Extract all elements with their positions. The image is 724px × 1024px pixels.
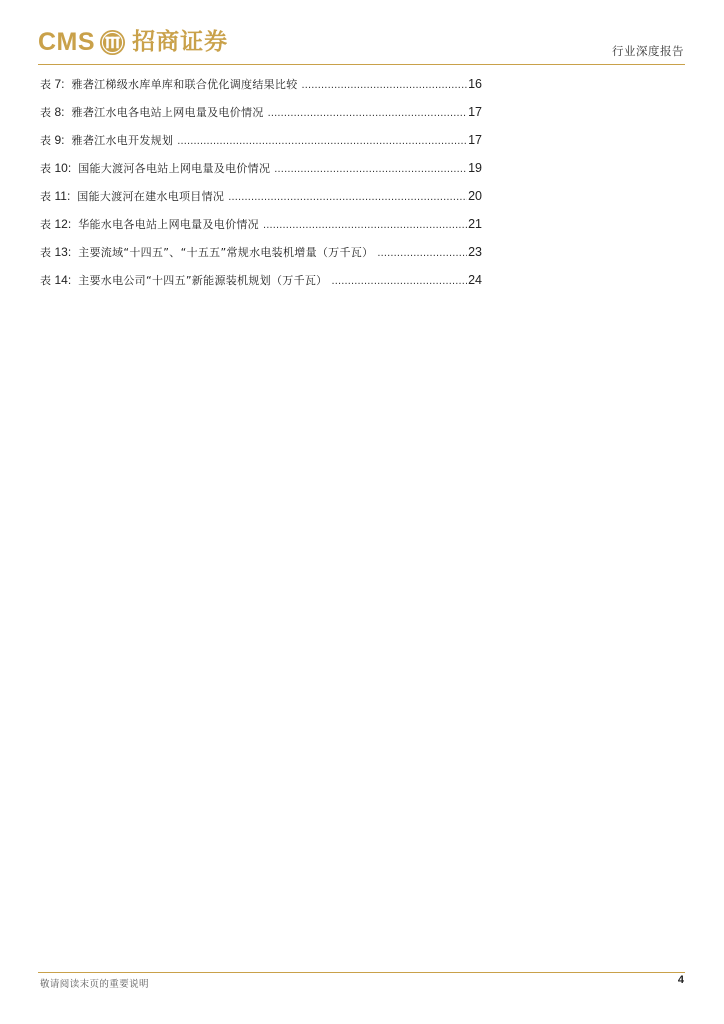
company-logo xyxy=(38,27,228,57)
toc-entry-page: 19 xyxy=(468,161,482,175)
logo-emblem-icon xyxy=(99,29,126,56)
toc-entry-title: 国能大渡河在建水电项目情况 xyxy=(77,190,225,203)
toc-entry-label: 表 8: xyxy=(40,105,65,119)
toc-leader-dots xyxy=(268,107,467,119)
page-header xyxy=(0,0,724,66)
toc-entry-page: 16 xyxy=(468,77,482,91)
toc-entry[interactable] xyxy=(40,272,482,300)
toc-entry-title: 主要流域“十四五”、“十五五”常规水电装机增量（万千瓦） xyxy=(78,246,374,259)
toc-entry-label: 表 13: xyxy=(40,245,72,259)
toc-entry-label: 表 9: xyxy=(40,133,65,147)
toc-entry-page: 17 xyxy=(468,105,482,119)
toc-leader-dots xyxy=(377,247,467,259)
toc-entry-label: 表 12: xyxy=(40,217,72,231)
logo-cms-text: CMS xyxy=(38,28,96,56)
toc-entry[interactable] xyxy=(40,132,482,160)
toc-entry-title: 雅砻江水电各电站上网电量及电价情况 xyxy=(71,106,264,119)
toc-leader-dots xyxy=(331,275,467,287)
toc-entry-page: 23 xyxy=(468,245,482,259)
toc-entry-label: 表 10: xyxy=(40,161,72,175)
toc-entry-title: 主要水电公司“十四五”新能源装机规划（万千瓦） xyxy=(78,274,328,287)
toc-leader-dots xyxy=(302,79,468,91)
toc-leader-dots xyxy=(274,163,467,175)
toc-entry[interactable] xyxy=(40,244,482,272)
toc-entry-page: 20 xyxy=(468,189,482,203)
toc-entry-title: 国能大渡河各电站上网电量及电价情况 xyxy=(78,162,271,175)
page-number: 4 xyxy=(677,974,684,986)
toc-leader-dots xyxy=(263,219,467,231)
toc-entry[interactable] xyxy=(40,216,482,244)
header-divider xyxy=(38,64,685,65)
toc-entry[interactable] xyxy=(40,104,482,132)
disclaimer-note: 敬请阅读末页的重要说明 xyxy=(40,979,149,990)
toc-entry-title: 雅砻江梯级水库单库和联合优化调度结果比较 xyxy=(71,78,298,91)
toc-entry[interactable] xyxy=(40,160,482,188)
toc-entry-page: 21 xyxy=(468,217,482,231)
table-list xyxy=(40,76,482,300)
toc-leader-dots xyxy=(228,191,467,203)
toc-leader-dots xyxy=(177,135,467,147)
toc-entry-title: 华能水电各电站上网电量及电价情况 xyxy=(78,218,259,231)
toc-entry-label: 表 7: xyxy=(40,77,65,91)
report-type-label: 行业深度报告 xyxy=(612,44,684,58)
toc-entry-page: 17 xyxy=(468,133,482,147)
toc-entry[interactable] xyxy=(40,188,482,216)
toc-entry-label: 表 14: xyxy=(40,273,72,287)
logo-chinese-name: 招商证券 xyxy=(132,28,229,55)
footer-divider xyxy=(38,972,685,973)
toc-entry-title: 雅砻江水电开发规划 xyxy=(71,134,174,147)
toc-entry[interactable] xyxy=(40,76,482,104)
toc-entry-label: 表 11: xyxy=(40,189,71,203)
toc-entry-page: 24 xyxy=(468,273,482,287)
